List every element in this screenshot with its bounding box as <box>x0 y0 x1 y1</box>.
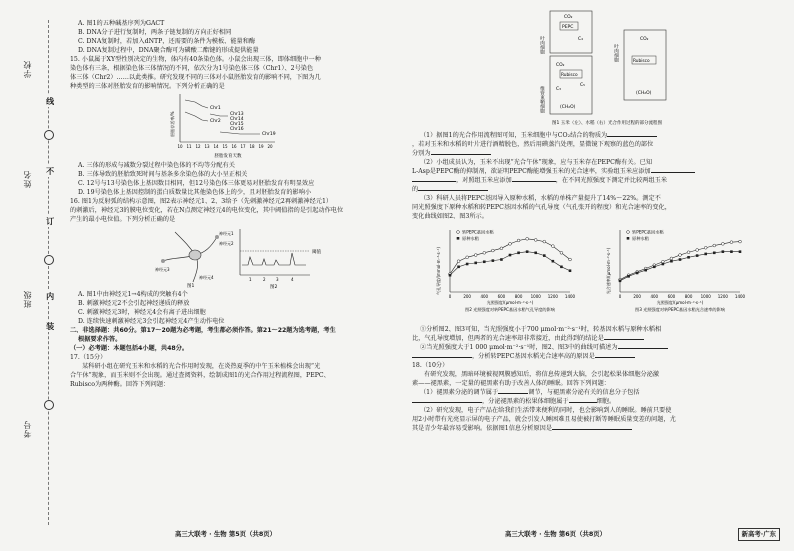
answer-blank[interactable] <box>607 136 657 137</box>
data-point <box>627 275 630 278</box>
diagram-caption: 图1 玉米（左）、水稻（右）光合作用过程的部分流程图 <box>552 121 663 126</box>
x-tick-label: 800 <box>684 293 693 299</box>
question-18-line: 有研究发现，黑暗环境被视网膜感知后，将信息传递到大脑，会引起松果体细胞分泌激 <box>424 370 660 378</box>
data-point <box>696 254 699 257</box>
q18-2-line: （2）研究发现，电子产品在给我们生活带来便利的同时，也会影响到人的睡眠。睡前只要使 <box>420 406 672 414</box>
data-point <box>569 258 572 261</box>
x-tick-label: 200 <box>633 293 641 299</box>
question-16-line: 产生的最小电位值。下列分析正确的是 <box>70 215 176 223</box>
q17-3-line: 同光照强度下原种水稻和转PEPC基因水稻的气孔导度（气孔张开的程度）和光合速率的变化， <box>412 203 671 211</box>
legend-label: 原种水稻 <box>462 235 479 241</box>
data-point <box>534 251 537 254</box>
data-point <box>466 256 469 259</box>
data-point <box>679 253 682 256</box>
question-17-line: 某科研小组在研究玉米和水稻的光合作用时发现，在炎热夏季的中午玉米植株会出现“光 <box>82 362 321 370</box>
data-point <box>449 274 452 277</box>
data-point <box>483 251 486 254</box>
option: B. DNA分子进行复制时，两条子链复制的方向正好相同 <box>78 28 232 36</box>
co2-label: CO₂ <box>564 15 573 20</box>
question-15-line: 染色体有三条，根据染色体三体情况的不同，依次分为1号染色体三体（Chr1）、2号染色 <box>70 64 314 72</box>
page-footer-right: 高三大联考 · 生物 第6页（共8页） <box>505 529 607 538</box>
seal-word: 装 <box>45 322 55 330</box>
answer-blank[interactable] <box>552 429 632 430</box>
q18-2-line: 其是青少年最容易受影响。依据图1信息分析原因是 <box>412 425 762 434</box>
answer-blank[interactable] <box>412 357 472 358</box>
q16-neuron-figure <box>70 225 390 290</box>
data-point <box>551 245 554 248</box>
q17-3b-line: ，分析转PEPC基因水稻光合速率高的原因是 <box>412 353 762 362</box>
x-tick-label: 12 <box>195 143 201 149</box>
data-point <box>644 269 647 272</box>
neuron-label: 神经元1 <box>219 230 234 236</box>
q18-2-line: 用2小时带有光亮显示屏的电子产品，就会引发人睡困难且易使被打断等睡眠质量变差的问题，尤 <box>412 415 676 423</box>
co2-label: CO₂ <box>556 63 565 68</box>
ch2o-label: (CH₂O) <box>560 105 576 110</box>
x-tick-label: 600 <box>497 293 506 299</box>
series-label: Chr13 <box>230 111 244 117</box>
section-2-title-cont: 根据要求作答。 <box>78 335 122 343</box>
data-point <box>466 263 469 266</box>
threshold-label: 阈值 <box>312 249 321 255</box>
data-point <box>474 253 477 256</box>
answer-blank[interactable] <box>595 357 635 358</box>
school-label: 学校 <box>23 60 32 78</box>
data-point <box>552 260 555 263</box>
chr1-line <box>185 100 208 108</box>
x-tick-label: 10 <box>177 143 183 149</box>
legend-label: 转PEPC基因水稻 <box>462 229 494 235</box>
figure-2-potential <box>240 229 321 290</box>
q18-1-line: （1）褪黑素分泌的调节属于 调节，与褪黑素分泌有关的信息分子包括 <box>420 388 640 396</box>
data-point <box>491 249 494 252</box>
x-tick-label: 20 <box>267 143 273 149</box>
data-point <box>721 242 724 245</box>
option: A. 图1的五种碱基序列为GACT <box>78 20 165 27</box>
q17-1-line: （1）据图1的光合作用流程图可知，玉米细胞中与CO₂结合的物质为 <box>412 132 762 141</box>
leaf-cell-label: 叶肉细胞 <box>613 44 619 62</box>
answer-blank[interactable] <box>412 402 482 403</box>
q17-3-line: 变化曲线如图2、图3所示。 <box>412 212 488 220</box>
q17-3-line: （3）科研人员将PEPC基因导入原种水稻，水稻的单株产量提升了14%～22%。测定不 <box>420 194 661 202</box>
data-point <box>543 254 546 257</box>
light-intensity-charts <box>412 222 762 322</box>
page-footer-left: 高三大联考 · 生物 第5页（共8页） <box>175 529 277 538</box>
data-point <box>500 247 503 250</box>
chr2-line <box>185 112 208 121</box>
data-point <box>560 251 563 254</box>
data-point <box>739 240 742 243</box>
q17-1-line: 分别为 <box>412 150 762 159</box>
chr19-line <box>220 132 260 134</box>
question-17-line: 合午休”现象，而玉米则不会出现。通过查阅资料，绘制成图1的光合作用过程流程图，PEPC、 <box>70 371 330 379</box>
legend-marker <box>457 237 460 240</box>
data-point <box>543 240 546 243</box>
x-tick-label: 1000 <box>700 293 711 299</box>
notice-word: 内 <box>45 292 55 300</box>
data-point <box>560 265 563 268</box>
data-point <box>696 248 699 251</box>
data-point <box>492 259 495 262</box>
question-18-line: 素——褪黑素，一定量的褪黑素有助于改善人体的睡眠。回答下列问题： <box>412 379 610 387</box>
data-point <box>526 250 529 253</box>
x-tick-label: 19 <box>258 143 264 149</box>
question-18-head: 18.（10分） <box>412 361 449 369</box>
data-point <box>730 250 733 253</box>
question-17-head: 17.（15分） <box>70 353 107 361</box>
data-point <box>739 250 742 253</box>
exam-no-label: 考号 <box>23 420 32 438</box>
answer-blank[interactable] <box>512 181 556 182</box>
neuron-label: 神经元4 <box>199 274 214 280</box>
series-label: Chr2 <box>210 118 221 124</box>
x-tick-label: 0 <box>448 293 452 299</box>
chart-caption: 图3 光照强度对转PEPC基因水稻光合速率的影响 <box>635 306 725 312</box>
question-17-line: Rubisco为两种酶。回答下列问题： <box>70 380 170 388</box>
figure-label: 图2 <box>270 284 278 290</box>
data-point <box>517 251 520 254</box>
data-point <box>474 261 477 264</box>
answer-blank[interactable] <box>412 181 456 182</box>
data-point <box>704 252 707 255</box>
seal-circle <box>44 400 54 410</box>
x-tick-label: 200 <box>463 293 471 299</box>
legend-label: 原种水稻 <box>632 235 649 241</box>
chart-图3 <box>605 228 746 313</box>
c4-label: C₄ <box>578 37 583 42</box>
y-axis-label: 气孔导度/(mmol·m⁻²·s⁻¹) <box>436 246 441 295</box>
data-point <box>679 258 682 261</box>
figure-label: 图1 <box>187 283 195 289</box>
data-point <box>526 237 529 240</box>
x-axis-label: 胚胎发育天数 <box>214 153 242 159</box>
answer-blank[interactable] <box>418 190 488 191</box>
answer-blank[interactable] <box>651 172 695 173</box>
option: B. 三体导致的胚胎致死时间与基条多余染色体的大小呈正相关 <box>78 170 248 178</box>
chart-caption: 图2 光照强度对转PEPC基因水稻气孔导度的影响 <box>465 306 555 312</box>
question-15-line: 种类型的三体对胚胎发育的影响情况。下列分析正确的是 <box>70 82 225 90</box>
option: C. DNA复制时，若加入dNTP，还需要的条件为模板、能量和酶 <box>78 37 256 45</box>
seal-word: 线 <box>45 97 55 105</box>
sheath-label: 维管束鞘细胞 <box>539 86 545 113</box>
data-point <box>704 246 707 249</box>
q15-trisomy-chart <box>70 92 390 158</box>
c3-label: C₃ <box>556 87 561 92</box>
x-tick-label: 14 <box>213 143 219 149</box>
data-point <box>534 238 537 241</box>
x-tick-label: 1200 <box>717 293 728 299</box>
left-column <box>70 20 390 390</box>
tick-label: 3 <box>276 276 279 282</box>
figure-1-neurons <box>155 230 234 289</box>
option: C. 刺激神经元3时，神经元4会有离子进出细胞 <box>78 308 206 316</box>
answer-blank[interactable] <box>498 393 528 394</box>
option: D. DNA复制过程中，DNA聚合酶可为磷酸二酯键的形成提供能量 <box>78 46 259 54</box>
data-point <box>670 257 673 260</box>
data-point <box>653 265 656 268</box>
name-label: 姓名 <box>23 170 32 188</box>
data-point <box>457 265 460 268</box>
q18-1-line: ，分泌褪黑素的松果体细胞属于 细胞。 <box>412 398 762 407</box>
data-point <box>713 244 716 247</box>
option: A. 图1中由神经元1→4构成的突触有4个 <box>78 290 188 298</box>
x-tick-label: 600 <box>667 293 676 299</box>
q17-2-line: 的 <box>412 186 762 195</box>
photosynthesis-diagram <box>412 6 762 128</box>
series-label: Chr1 <box>210 105 221 111</box>
data-point <box>687 251 690 254</box>
pepc-label: PEPC <box>562 25 574 30</box>
x-tick-label: 400 <box>650 293 659 299</box>
answer-blank[interactable] <box>618 348 668 349</box>
tick-label: 1 <box>249 276 252 282</box>
edition-badge: 新高考·广东 <box>738 528 780 541</box>
rubisco-label: Rubisco <box>633 59 650 64</box>
legend-marker <box>457 230 460 233</box>
data-point <box>662 263 665 266</box>
x-tick-label: 15 <box>222 143 228 149</box>
x-tick-label: 400 <box>480 293 489 299</box>
section-2-title: 二、非选择题：共60分。第17～20题为必考题，考生都必须作答。第21～22题为选考题，考生 <box>70 326 336 334</box>
binding-margin <box>0 0 62 551</box>
x-tick-label: 1000 <box>530 293 541 299</box>
rubisco-label: Rubisco <box>561 73 578 78</box>
mesophyll-label: 叶肉细胞 <box>539 36 545 54</box>
data-point <box>687 256 690 259</box>
seal-circle <box>44 130 54 140</box>
series-label: Chr14 <box>230 116 244 122</box>
data-point <box>670 260 673 263</box>
y-axis-label: 胚胎存活率/% <box>170 111 175 137</box>
q17-2-line: ，对照组玉米应添加 ，在不同光照强度下测定并比较两组玉米 <box>412 177 762 186</box>
x-tick-label: 13 <box>204 143 210 149</box>
q17-3a-line: ①分析图2、图3可知，当光照强度小于700 μmol·m⁻²·s⁻¹时，转基因水稻与原种水稻相 <box>420 325 662 333</box>
required-section-title: （一）必考题：本题包括4小题，共48分。 <box>70 344 189 352</box>
q17-1-line: ，若对玉米和水稻的叶片进行酒精脱色，然后用碘蒸汽处理，显微镜下观察的蓝色的部位 <box>412 140 654 148</box>
seal-circle <box>44 255 54 265</box>
x-tick-label: 18 <box>249 143 255 149</box>
option: C. 12号与13号染色体上基因数目相同，但12号染色体三体更易对胚胎发育有明显效应 <box>78 179 315 187</box>
q17-3b-line: ②当光照强度大于1 000 μmol·m⁻²·s⁻¹时，图2、图3中的曲线可描述为 <box>412 344 762 353</box>
co2-label: CO₂ <box>640 37 649 42</box>
option: D. 连续快速刺激神经元3会引起神经元4产生动作电位 <box>78 317 225 325</box>
x-axis-label: 光照强度/(μmol·m⁻²·s⁻¹) <box>486 299 534 305</box>
data-point <box>722 250 725 253</box>
data-point <box>457 260 460 263</box>
data-point <box>730 241 733 244</box>
legend-marker <box>627 230 630 233</box>
data-point <box>509 254 512 257</box>
tick-label: 2 <box>263 276 266 282</box>
option: D. 19号染色体上基因控制的蛋白质数量比其他染色体上的少，且对胚胎发育的影响小 <box>78 188 312 196</box>
question-15-line: 体三体（Chr2）……以此类推。研究发现不同的三体对小鼠胚胎发育的影响不同，下图为几 <box>70 73 321 81</box>
question-16-line: 16. 图1为反射弧的结构示意图，图2表示神经元1、2、3给予（先刺激神经元2再刺激神经元1） <box>70 197 333 205</box>
neuron-label: 神经元2 <box>219 240 234 246</box>
data-point <box>500 258 503 261</box>
data-point <box>713 251 716 254</box>
question-15-line: 15. 小鼠属于XY型性别决定的生物，体内有40条染色体。小鼠会出现三体，即体细胞中一种 <box>70 55 321 63</box>
x-axis-label: 光照强度/(μmol·m⁻²·s⁻¹) <box>656 299 704 305</box>
chr13-line <box>210 114 228 116</box>
x-tick-label: 0 <box>618 293 622 299</box>
x-tick-label: 1400 <box>564 293 576 299</box>
series-label: Chr15 <box>230 121 244 127</box>
chart-图2 <box>435 228 576 313</box>
x-tick-label: 800 <box>514 293 523 299</box>
data-point <box>569 269 572 272</box>
option: B. 刺激神经元2不会引起神经递质的释放 <box>78 299 190 307</box>
answer-blank[interactable] <box>569 402 597 403</box>
legend-label: 转PEPC基因水稻 <box>632 229 664 235</box>
seal-word: 订 <box>45 217 55 225</box>
x-tick-label: 11 <box>186 143 192 149</box>
series-label: Chr16 <box>230 126 244 132</box>
data-point <box>509 242 512 245</box>
neuron-label: 神经元3 <box>155 266 170 272</box>
y-axis-label: 光合速率/(μmol·m⁻²·s⁻¹) <box>606 247 611 295</box>
data-point <box>483 260 486 263</box>
data-point <box>619 279 622 282</box>
x-tick-label: 1200 <box>547 293 558 299</box>
q17-2-line: （2）小组成员认为，玉米不出现“光合午休”现象，应与玉米存在PEPC酶有关。已知 <box>420 158 653 166</box>
ch2o-label: (CH₂O) <box>636 91 652 96</box>
class-label: 班级 <box>23 290 32 308</box>
x-tick-label: 16 <box>231 143 237 149</box>
right-column <box>412 6 762 434</box>
x-tick-label: 1400 <box>734 293 746 299</box>
data-point <box>517 239 520 242</box>
legend-marker <box>627 237 630 240</box>
c5-label: C₅ <box>580 83 585 88</box>
question-16-line: 的刺激后，神经元3的膜电位变化，若在N点测定神经元4的电位变化，其中阈值指的是引起动作电位 <box>70 206 344 214</box>
q17-2-line: L-Asp是PEPC酶的抑制剂，欲证明PEPC酶能增强玉米的光合速率，实验组玉米应添加 <box>412 168 762 177</box>
option: A. 三体的形成与减数分裂过程中染色体的不均等分配有关 <box>78 161 235 169</box>
answer-blank[interactable] <box>604 339 644 340</box>
tick-label: 4 <box>291 276 294 282</box>
x-tick-label: 17 <box>240 143 246 149</box>
q17-3a-line: 比，气孔导度增加，但两者的光合速率却非常接近，由此得到的结论是 <box>412 335 762 344</box>
notice-word: 不 <box>45 167 55 175</box>
data-point <box>636 271 639 274</box>
series-label: Chr19 <box>262 131 276 137</box>
answer-blank[interactable] <box>431 154 491 155</box>
